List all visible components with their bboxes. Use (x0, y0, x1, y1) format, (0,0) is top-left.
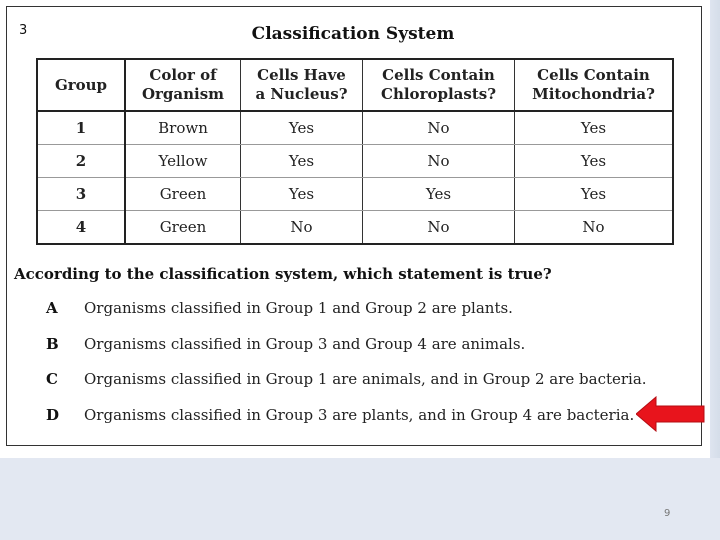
table-row (37, 211, 673, 245)
cell-group: 2 (37, 145, 125, 178)
header-chloroplasts-line-2: Chloroplasts? (381, 85, 496, 103)
cell-color: Yellow (125, 145, 241, 178)
option-b-text: Organisms classified in Group 3 and Group 4 are animals. (84, 335, 526, 353)
cell-chloroplasts: No (363, 211, 515, 245)
cell-nucleus: No (241, 211, 363, 245)
option-a-letter: A (46, 299, 58, 317)
option-c-text: Organisms classified in Group 1 are animals, and in Group 2 are bacteria. (84, 370, 647, 388)
table-row (37, 178, 673, 211)
cell-color: Green (125, 211, 241, 245)
cell-nucleus: Yes (241, 145, 363, 178)
cell-mitochondria: No (515, 211, 674, 245)
option-a-text: Organisms classified in Group 1 and Group 2 are plants. (84, 299, 513, 317)
header-mitochondria-line-1: Cells Contain (537, 66, 650, 84)
cell-chloroplasts: No (363, 111, 515, 145)
cell-group: 1 (37, 111, 125, 145)
cell-color: Brown (125, 111, 241, 145)
cell-chloroplasts: Yes (363, 178, 515, 211)
table-title: Classification System (251, 24, 455, 44)
question-text: According to the classification system, which statement is true? (14, 265, 552, 283)
header-color-line-2: Organism (141, 85, 225, 103)
header-mitochondria-line-2: Mitochondria? (532, 85, 655, 103)
table-row (37, 111, 673, 145)
option-d-text: Organisms classified in Group 3 are plants, and in Group 4 are bacteria. (84, 406, 635, 424)
header-group-line-1: Group (54, 75, 108, 94)
left-arrow-icon (636, 396, 706, 432)
cell-chloroplasts: No (363, 145, 515, 178)
classification-table (36, 58, 674, 245)
header-color-line-1: Color of (149, 66, 217, 84)
table-header-row (37, 59, 673, 111)
cell-nucleus: Yes (241, 178, 363, 211)
header-color (125, 59, 241, 111)
header-group (37, 59, 125, 111)
option-b-letter: B (46, 335, 59, 353)
page-number: 9 (664, 508, 671, 519)
header-nucleus-line-2: a Nucleus? (255, 85, 348, 103)
option-d-letter: D (46, 406, 60, 424)
header-mitochondria (515, 59, 674, 111)
cell-group: 4 (37, 211, 125, 245)
header-chloroplasts (363, 59, 515, 111)
cell-color: Green (125, 178, 241, 211)
option-c-letter: C (46, 370, 58, 388)
header-chloroplasts-line-1: Cells Contain (382, 66, 495, 84)
cell-group: 3 (37, 178, 125, 211)
cell-nucleus: Yes (241, 111, 363, 145)
cell-mitochondria: Yes (515, 111, 674, 145)
header-nucleus (241, 59, 363, 111)
question-number: 3 (19, 23, 28, 38)
table-row (37, 145, 673, 178)
slide-background-bottom (0, 458, 720, 540)
cell-mitochondria: Yes (515, 145, 674, 178)
cell-mitochondria: Yes (515, 178, 674, 211)
header-nucleus-line-1: Cells Have (257, 66, 346, 84)
